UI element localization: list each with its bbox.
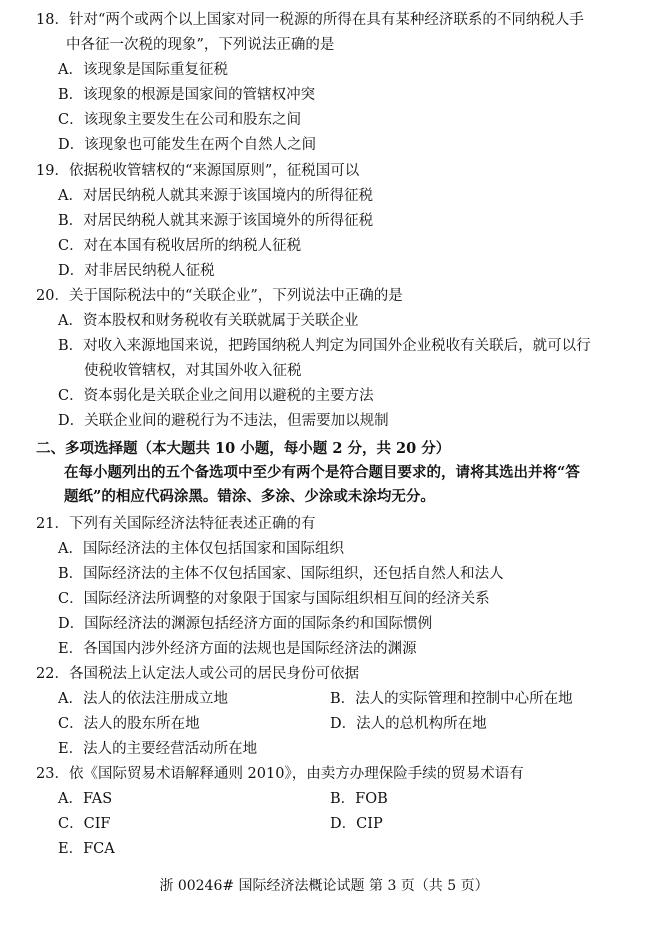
page-footer: 浙 00246# 国际经济法概论试题 第 3 页（共 5 页） [159,878,489,894]
q21-option-c: C．国际经济法所调整的对象限于国家与国际组织相互间的经济关系 [58,591,490,607]
q23-option-d: D．CIP [330,816,383,832]
q18-stem-line1: 18．针对“两个或两个以上国家对同一税源的所得在具有某种经济联系的不同纳税人手 [36,12,584,28]
q20-option-b-line1: B．对收入来源地国来说，把跨国纳税人判定为同国外企业税收有关联后，就可以行 [58,338,591,354]
section2-title: 二、多项选择题（本大题共 10 小题，每小题 2 分，共 20 分） [36,440,451,457]
section2-instruction-line1: 在每小题列出的五个备选项中至少有两个是符合题目要求的，请将其选出并将“答 [64,464,580,481]
q19-option-d: D．对非居民纳税人征税 [58,263,215,279]
q23-option-a: A．FAS [58,791,113,807]
section2-instruction-line2: 题纸”的相应代码涂黑。错涂、多涂、少涂或未涂均无分。 [64,488,435,505]
q19-option-a: A．对居民纳税人就其来源于该国境内的所得征税 [58,188,373,204]
q22-stem: 22．各国税法上认定法人或公司的居民身份可依据 [36,666,359,682]
q20-option-c: C．资本弱化是关联企业之间用以避税的主要方法 [58,388,374,404]
q18-option-b: B．该现象的根源是国家间的管辖权冲突 [58,87,316,103]
q23-stem: 23．依《国际贸易术语解释通则 2010》，由卖方办理保险手续的贸易术语有 [36,766,524,782]
q23-option-b: B．FOB [330,791,388,807]
q18-option-c: C．该现象主要发生在公司和股东之间 [58,112,302,128]
q21-option-b: B．国际经济法的主体不仅包括国家、国际组织，还包括自然人和法人 [58,566,504,582]
q23-option-e: E．FCA [58,841,115,857]
q20-stem: 20．关于国际税法中的“关联企业”，下列说法中正确的是 [36,288,403,304]
q22-option-c: C．法人的股东所在地 [58,716,200,732]
q21-option-a: A．国际经济法的主体仅包括国家和国际组织 [58,541,344,557]
q19-stem: 19．依据税收管辖权的“来源国原则”，征税国可以 [36,163,360,179]
q19-option-c: C．对在本国有税收居所的纳税人征税 [58,238,302,254]
q21-option-d: D．国际经济法的渊源包括经济方面的国际条约和国际惯例 [58,616,433,632]
q19-option-b: B．对居民纳税人就其来源于该国境外的所得征税 [58,213,374,229]
q23-option-c: C．CIF [58,816,111,832]
q20-option-a: A．资本股权和财务税收有关联就属于关联企业 [58,313,359,329]
q22-option-d: D．法人的总机构所在地 [330,716,487,732]
q18-stem-line2: 中各征一次税的现象”，下列说法正确的是 [66,37,335,53]
q22-option-a: A．法人的依法注册成立地 [58,691,228,707]
q18-option-d: D．该现象也可能发生在两个自然人之间 [58,137,317,153]
q22-option-b: B．法人的实际管理和控制中心所在地 [330,691,573,707]
q21-option-e: E．各国国内涉外经济方面的法规也是国际经济法的渊源 [58,641,417,657]
q20-option-b-line2: 使税收管辖权，对其国外收入征税 [84,363,302,379]
q18-option-a: A．该现象是国际重复征税 [58,62,228,78]
q22-option-e: E．法人的主要经营活动所在地 [58,741,258,757]
q20-option-d: D．关联企业间的避税行为不违法，但需要加以规制 [58,413,389,429]
q21-stem: 21．下列有关国际经济法特征表述正确的有 [36,516,316,532]
